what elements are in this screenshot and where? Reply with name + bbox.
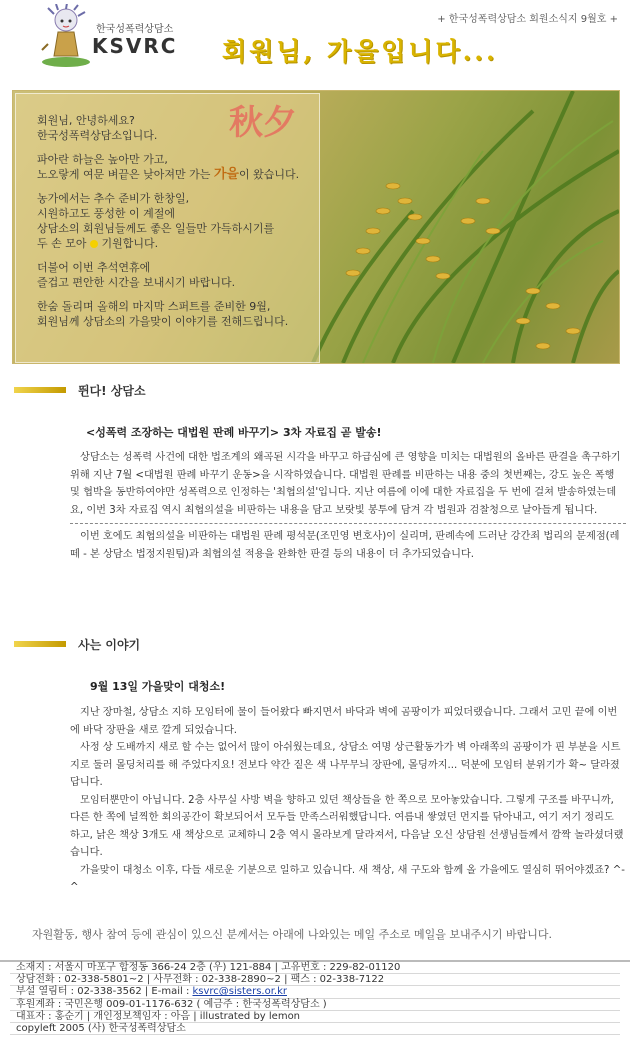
footer-address: 소재지 : 서울시 마포구 합정동 366-24 2층 (우) 121-884 | 고유번호 : 229-82-01120 xyxy=(10,962,620,974)
footer-hotline: 부설 열림터 : 02-338-3562 | E-mail : ksvrc@sisters.or.kr xyxy=(10,986,620,998)
greeting-paragraph: 농가에서는 추수 준비가 한창일, 시원하고도 풍성한 이 계절에 상담소의 회원님들께도 좋은 일들만 가득하시기를 두 손 모아 기원합니다. xyxy=(37,192,275,250)
article-paragraph: 가을맞이 대청소 이후, 다들 새로운 기분으로 일하고 있습니다. 새 책상, 새 구도와 함께 올 가을에도 열심히 뛰어야겠죠? ^-^ xyxy=(70,864,625,893)
article-body xyxy=(70,704,626,897)
greeting-text xyxy=(37,113,327,338)
footer-copyleft: copyleft 2005 (사) 한국성폭력상담소 xyxy=(10,1023,620,1035)
chuseok-title: 秋夕 xyxy=(229,103,297,143)
hero-banner xyxy=(12,90,620,364)
greeting-paragraph: 한숨 돌리며 올해의 마지막 스퍼트를 준비한 9월, 회원님께 상담소의 가을맞이 이야기를 전해드립니다. xyxy=(37,300,289,328)
page-headline: 회원님, 가을입니다... xyxy=(222,37,498,66)
article-paragraph: 사정 상 도배까지 새로 할 수는 없어서 많이 아쉬웠는데요, 상담소 여명 상근활동가가 벽 아래쪽의 곰팡이가 핀 부분을 시트지로 둘러 몰딩처리를 해 주었다지요! 전보다 약간 짙은 색 나무무늬 장판에, 몰딩까지... 덕분에 모임터 분위기가 확~ 달라졌답니다. xyxy=(70,742,621,788)
section-bar-icon xyxy=(14,387,66,393)
autumn-word: 가을 xyxy=(213,167,239,182)
org-name: 한국성폭력상담소 xyxy=(96,24,174,35)
footer-representative: 대표자 : 홍순기 | 개인정보책임자 : 아음 | illustrated by lemon xyxy=(10,1011,620,1023)
email-link[interactable]: ksvrc@sisters.or.kr xyxy=(192,986,287,998)
article-paragraph: 지난 장마철, 상담소 지하 모임터에 물이 들어왔다 빠지면서 바닥과 벽에 곰팡이가 피었더랬습니다. 그래서 고민 끝에 이번에 바닥 장판을 새로 깔게 되었습니다. xyxy=(70,707,618,736)
article-paragraph: 이번 호에도 최협의설을 비판하는 대법원 판례 평석문(조민영 변호사)이 실리며, 판례속에 드러난 강간죄 법리의 문제점(레떼 - 본 상담소 법정지원팀)과 최협의설 적용을 완화한 판결 등의 내용이 더 추가되었습니다. xyxy=(70,531,620,560)
yellow-dot-icon xyxy=(90,240,98,248)
header xyxy=(0,0,630,88)
article-paragraph: 모임터뿐만이 아닙니다. 2층 사무실 사방 벽을 향하고 있던 책상들을 한 쪽으로 모아놓았습니다. 그렇게 구조를 바꾸니까, 다른 한 쪽에 널찍한 회의공간이 확보되어서 모두들 만족스러워했답니다. 여름내 쌓였던 먼지를 닦아내고, 여기 저기 정리도 하고, 낡은 책상 3개도 새 책상으로 교체하니 2층 역시 몰라보게 달라져서, 다음날 오신 상담원 선생님들께서 깜짝 놀라셨더랬습니다. xyxy=(70,794,624,858)
section-bar-icon xyxy=(14,641,66,647)
org-abbreviation: KSVRC xyxy=(92,34,178,58)
article-paragraph: 상담소는 성폭력 사건에 대한 법조계의 왜곡된 시각을 바꾸고 하급심에 큰 영향을 미치는 대법원의 올바른 판결을 촉구하기 위해 지난 7월 <대법원 판례 바꾸기 운동>을 시작하였습니다. 대법원 판례를 비판하는 내용 중의 첫번째는, 강도 높은 폭행 및 협박을 동반하여야만 성폭력으로 인정하는 '최협의설'입니다. 지난 여름에 이에 대한 자료집을 두 번에 걸쳐 발송하였는데요, 이번 3차 자료집 역시 최협의설을 비판하는 내용을 담고 보랏빛 봉투에 담겨 각 법원과 검찰청으로 날아들게 됩니다. xyxy=(70,452,621,516)
footer xyxy=(0,960,630,1061)
section-title: 뛴다! 상담소 xyxy=(78,384,146,398)
greeting-paragraph: 파아란 하늘은 높아만 가고, 노오랗게 여문 벼끝은 낮아져만 가는 가을이 왔습니다. xyxy=(37,153,300,182)
mascot-logo-icon xyxy=(40,4,96,68)
footer-account: 후원계좌 : 국민은행 009-01-1176-632 ( 예금주 : 한국성폭력상담소 ) xyxy=(10,999,620,1011)
article-body xyxy=(70,449,626,563)
divider xyxy=(70,523,626,524)
issue-label: + 한국성폭력상담소 회원소식지 9월호 + xyxy=(437,14,618,25)
article-title: 9월 13일 가을맞이 대청소! xyxy=(90,680,226,693)
greeting-paragraph: 더불어 이번 추석연휴에 즐겁고 편안한 시간을 보내시기 바랍니다. xyxy=(37,261,236,289)
footer-phones: 상담전화 : 02-338-5801~2 | 사무전화 : 02-338-2890~2 | 팩스 : 02-338-7122 xyxy=(10,974,620,986)
greeting-paragraph: 회원님, 안녕하세요? 한국성폭력상담소입니다. xyxy=(37,114,158,142)
section-title: 사는 이야기 xyxy=(78,638,141,652)
contact-note: 자원활동, 행사 참여 등에 관심이 있으신 분께서는 아래에 나와있는 메일 주소로 메일을 보내주시기 바랍니다. xyxy=(32,928,552,941)
article-title: <성폭력 조장하는 대법원 판례 바꾸기> 3차 자료집 곧 발송! xyxy=(86,426,382,439)
